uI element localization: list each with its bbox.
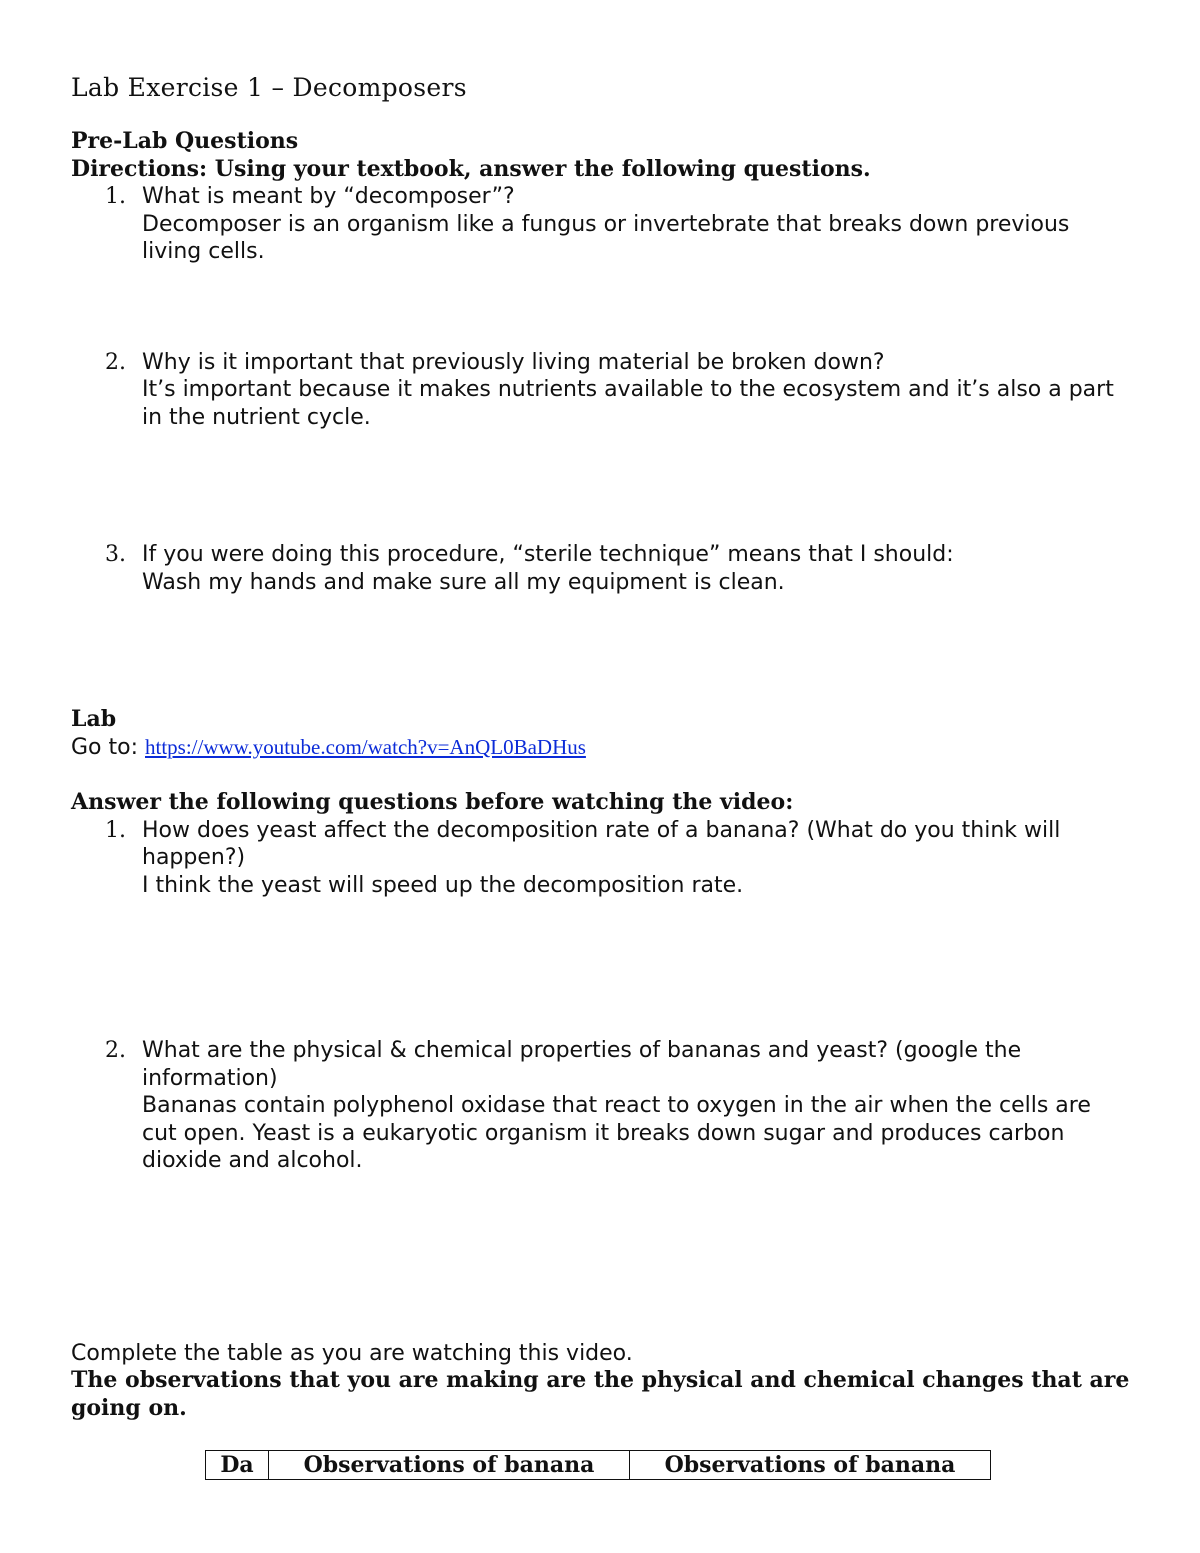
observations-instruction: The observations that you are making are the physical and chemical changes that are going on. [71,1367,1130,1421]
observation-table [205,1450,991,1480]
complete-table-instruction: Complete the table as you are watching this video. [71,1340,633,1366]
prelab-question-3 [71,541,1131,596]
lab-question-1 [71,817,1131,900]
prelab-question-2 [71,349,1131,432]
goto-label: Go to: [71,734,145,760]
question-number: 3. [105,542,126,567]
question-number: 2. [105,349,126,375]
question-text: Why is it important that previously living material be broken down? [142,349,885,375]
question-number: 1. [105,817,126,843]
directions-text: Directions: Using your textbook, answer the following questions. [71,155,871,182]
question-text: What are the physical & chemical properties of bananas and yeast? (google the information) [142,1038,1022,1091]
prelab-question-list [71,183,1131,596]
prelab-heading: Pre-Lab Questions [71,128,299,154]
answer-text: I think the yeast will speed up the decomposition rate. [142,872,744,898]
prelab-question-1 [71,183,1131,266]
answer-text: Bananas contain polyphenol oxidase that react to oxygen in the air when the cells are cut open. Yeast is a eukaryotic organism it breaks down sugar and produces carbon dioxide and alcohol. [142,1093,1091,1173]
lab-heading: Lab [71,706,117,732]
goto-line [71,734,1131,762]
answer-text: It’s important because it makes nutrients available to the ecosystem and it’s also a part in the nutrient cycle. [142,377,1114,430]
question-number: 2. [105,1038,126,1063]
question-number: 1. [105,184,126,209]
table-header-row [206,1451,991,1480]
table-header-cell: Da [206,1451,269,1480]
lab-question-list [71,817,1131,1175]
answer-text: Wash my hands and make sure all my equipment is clean. [142,569,785,595]
question-text: How does yeast affect the decomposition rate of a banana? (What do you think will happen?) [142,817,1061,870]
table-header-cell: Observations of banana [630,1451,991,1480]
video-link[interactable]: https://www.youtube.com/watch?v=AnQL0BaDHus [145,734,586,759]
lab-question-2 [71,1037,1131,1175]
document-page [71,72,1131,1422]
before-video-heading: Answer the following questions before watching the video: [71,789,794,815]
table-header-cell: Observations of banana [269,1451,630,1480]
page-title: Lab Exercise 1 – Decomposers [71,73,467,102]
answer-text: Decomposer is an organism like a fungus or invertebrate that breaks down previous living cells. [142,211,1070,264]
question-text: If you were doing this procedure, “sterile technique” means that I should: [142,542,954,567]
question-text: What is meant by “decomposer”? [142,184,515,209]
